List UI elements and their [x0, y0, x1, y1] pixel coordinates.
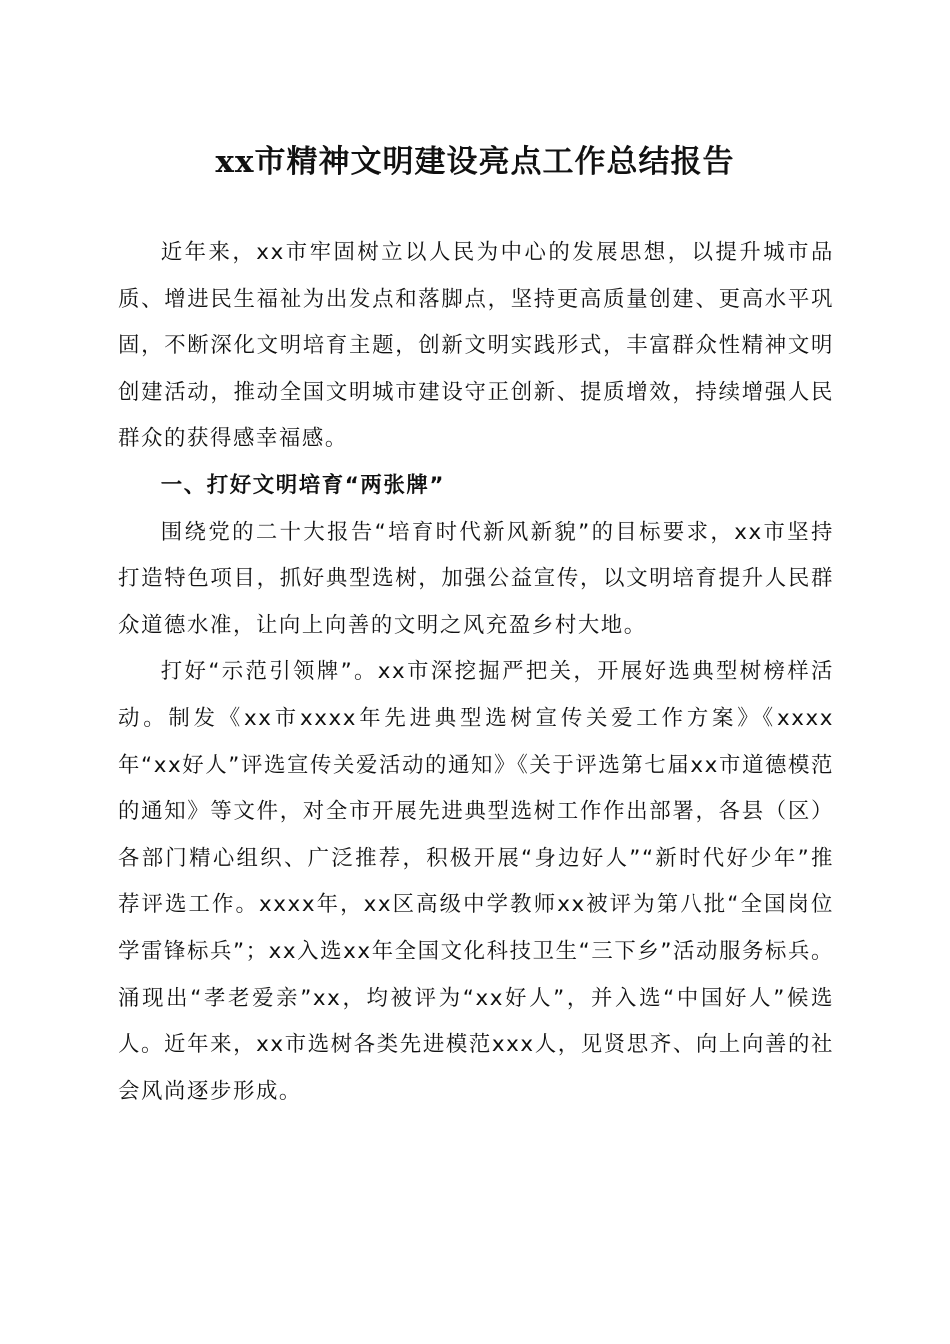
document-body [118, 230, 834, 1115]
section-paragraph: 围绕党的二十大报告“培育时代新风新貌”的目标要求，xx市坚持打造特色项目，抓好典型选树，加强公益宣传，以文明培育提升人民群众道德水准，让向上向善的文明之风充盈乡村大地。 [118, 519, 834, 638]
section-heading: 一、打好文明培育“两张牌” [160, 472, 446, 498]
section-paragraph: 打好“示范引领牌”。xx市深挖掘严把关，开展好选典型树榜样活动。制发《xx市xxxx年先进典型选树宣传关爱工作方案》《xxxx年“xx好人”评选宣传关爱活动的通知》《关于评选第七届xx市道德模范的通知》等文件，对全市开展先进典型选树工作作出部署，各县（区）各部门精心组织、广泛推荐，积极开展“身边好人”“新时代好少年”推荐评选工作。xxxx年，xx区高级中学教师xx被评为第八批“全国岗位学雷锋标兵”；xx入选xx年全国文化科技卫生“三下乡”活动服务标兵。涌现出“孝老爱亲”xx，均被评为“xx好人”，并入选“中国好人”候选人。近年来，xx市选树各类先进模范xxx人，见贤思齐、向上向善的社会风尚逐步形成。 [118, 659, 834, 1104]
document-title: xx市精神文明建设亮点工作总结报告 [215, 144, 735, 180]
intro-paragraph: 近年来，xx市牢固树立以人民为中心的发展思想，以提升城市品质、增进民生福祉为出发点和落脚点，坚持更高质量创建、更高水平巩固，不断深化文明培育主题，创新文明实践形式，丰富群众性精神文明创建活动，推动全国文明城市建设守正创新、提质增效，持续增强人民群众的获得感幸福感。 [118, 240, 834, 452]
